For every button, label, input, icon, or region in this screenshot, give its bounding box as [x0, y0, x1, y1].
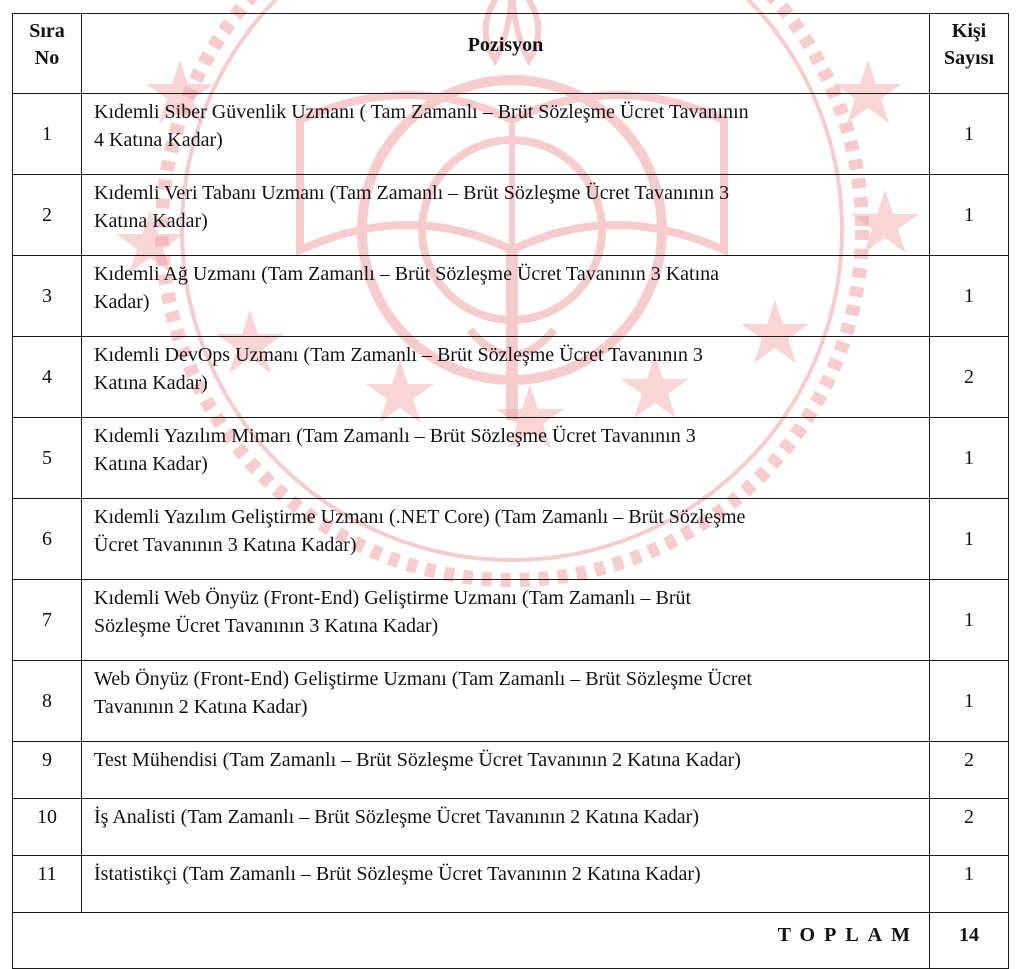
row-position-line1: Kıdemli Yazılım Geliştirme Uzmanı (.NET Core) (Tam Zamanlı – Brüt Sözleşme — [94, 506, 746, 528]
row-person-count: 1 — [930, 580, 1009, 661]
row-number: 7 — [13, 580, 82, 661]
row-person-count: 1 — [930, 856, 1009, 913]
row-number: 2 — [13, 175, 82, 256]
row-position — [82, 661, 930, 742]
table-row — [13, 94, 1009, 175]
row-position — [82, 580, 930, 661]
table-row — [13, 175, 1009, 256]
row-person-count: 2 — [930, 337, 1009, 418]
header-person-count — [930, 14, 1009, 94]
table-row — [13, 418, 1009, 499]
row-position-line2: Sözleşme Ücret Tavanının 3 Katına Kadar) — [94, 615, 439, 637]
row-position-line1: İş Analisti (Tam Zamanlı – Brüt Sözleşme Ücret Tavanının 2 Katına Kadar) — [94, 806, 699, 828]
row-position — [82, 799, 930, 856]
total-label: TOPLAM — [13, 913, 930, 969]
row-number: 6 — [13, 499, 82, 580]
row-position — [82, 94, 930, 175]
row-number: 11 — [13, 856, 82, 913]
row-position-line1: Kıdemli Siber Güvenlik Uzmanı ( Tam Zamanlı – Brüt Sözleşme Ücret Tavanının — [94, 101, 749, 123]
row-position — [82, 742, 930, 799]
row-number: 5 — [13, 418, 82, 499]
table-row — [13, 256, 1009, 337]
row-position-line2: Katına Kadar) — [94, 210, 208, 232]
row-position-line1: İstatistikçi (Tam Zamanlı – Brüt Sözleşme Ücret Tavanının 2 Katına Kadar) — [94, 863, 701, 885]
table-header-row — [13, 14, 1009, 94]
row-person-count: 1 — [930, 499, 1009, 580]
row-position-line1: Kıdemli Veri Tabanı Uzmanı (Tam Zamanlı – Brüt Sözleşme Ücret Tavanının 3 — [94, 182, 730, 204]
total-value: 14 — [930, 913, 1009, 969]
row-person-count: 1 — [930, 175, 1009, 256]
row-position-line1: Test Mühendisi (Tam Zamanlı – Brüt Sözleşme Ücret Tavanının 2 Katına Kadar) — [94, 749, 741, 771]
row-position-line2: 4 Katına Kadar) — [94, 129, 223, 151]
row-position-line1: Kıdemli Yazılım Mimarı (Tam Zamanlı – Brüt Sözleşme Ücret Tavanının 3 — [94, 425, 696, 447]
row-person-count: 1 — [930, 418, 1009, 499]
header-row-number-line1: Sıra — [29, 20, 65, 42]
row-position — [82, 175, 930, 256]
header-person-count-line1: Kişi — [951, 20, 987, 42]
positions-table — [12, 13, 1009, 969]
row-person-count: 1 — [930, 256, 1009, 337]
total-row — [13, 913, 1009, 969]
table-row — [13, 856, 1009, 913]
row-position-line2: Kadar) — [94, 291, 150, 313]
header-row-number — [13, 14, 82, 94]
row-position-line2: Tavanının 2 Katına Kadar) — [94, 696, 308, 718]
table-row — [13, 742, 1009, 799]
row-position-line2: Katına Kadar) — [94, 453, 208, 475]
row-position — [82, 856, 930, 913]
row-position — [82, 418, 930, 499]
row-number: 1 — [13, 94, 82, 175]
table-row — [13, 337, 1009, 418]
row-position — [82, 499, 930, 580]
table-row — [13, 499, 1009, 580]
row-number: 4 — [13, 337, 82, 418]
header-row-number-line2: No — [34, 47, 60, 69]
header-position: Pozisyon — [82, 14, 930, 94]
row-person-count: 2 — [930, 799, 1009, 856]
row-number: 10 — [13, 799, 82, 856]
row-position-line1: Kıdemli Ağ Uzmanı (Tam Zamanlı – Brüt Sözleşme Ücret Tavanının 3 Katına — [94, 263, 720, 285]
row-position — [82, 256, 930, 337]
row-position-line2: Katına Kadar) — [94, 372, 208, 394]
row-person-count: 2 — [930, 742, 1009, 799]
row-number: 9 — [13, 742, 82, 799]
table-row — [13, 580, 1009, 661]
row-position-line1: Kıdemli Web Önyüz (Front-End) Geliştirme Uzmanı (Tam Zamanlı – Brüt — [94, 587, 692, 609]
row-number: 3 — [13, 256, 82, 337]
row-person-count: 1 — [930, 661, 1009, 742]
table-row — [13, 661, 1009, 742]
row-number: 8 — [13, 661, 82, 742]
row-position — [82, 337, 930, 418]
row-position-line2: Ücret Tavanının 3 Katına Kadar) — [94, 534, 357, 556]
row-position-line1: Kıdemli DevOps Uzmanı (Tam Zamanlı – Brüt Sözleşme Ücret Tavanının 3 — [94, 344, 703, 366]
row-position-line1: Web Önyüz (Front-End) Geliştirme Uzmanı (Tam Zamanlı – Brüt Sözleşme Ücret — [94, 668, 752, 690]
row-person-count: 1 — [930, 94, 1009, 175]
table-row — [13, 799, 1009, 856]
header-person-count-line2: Sayısı — [943, 47, 995, 69]
